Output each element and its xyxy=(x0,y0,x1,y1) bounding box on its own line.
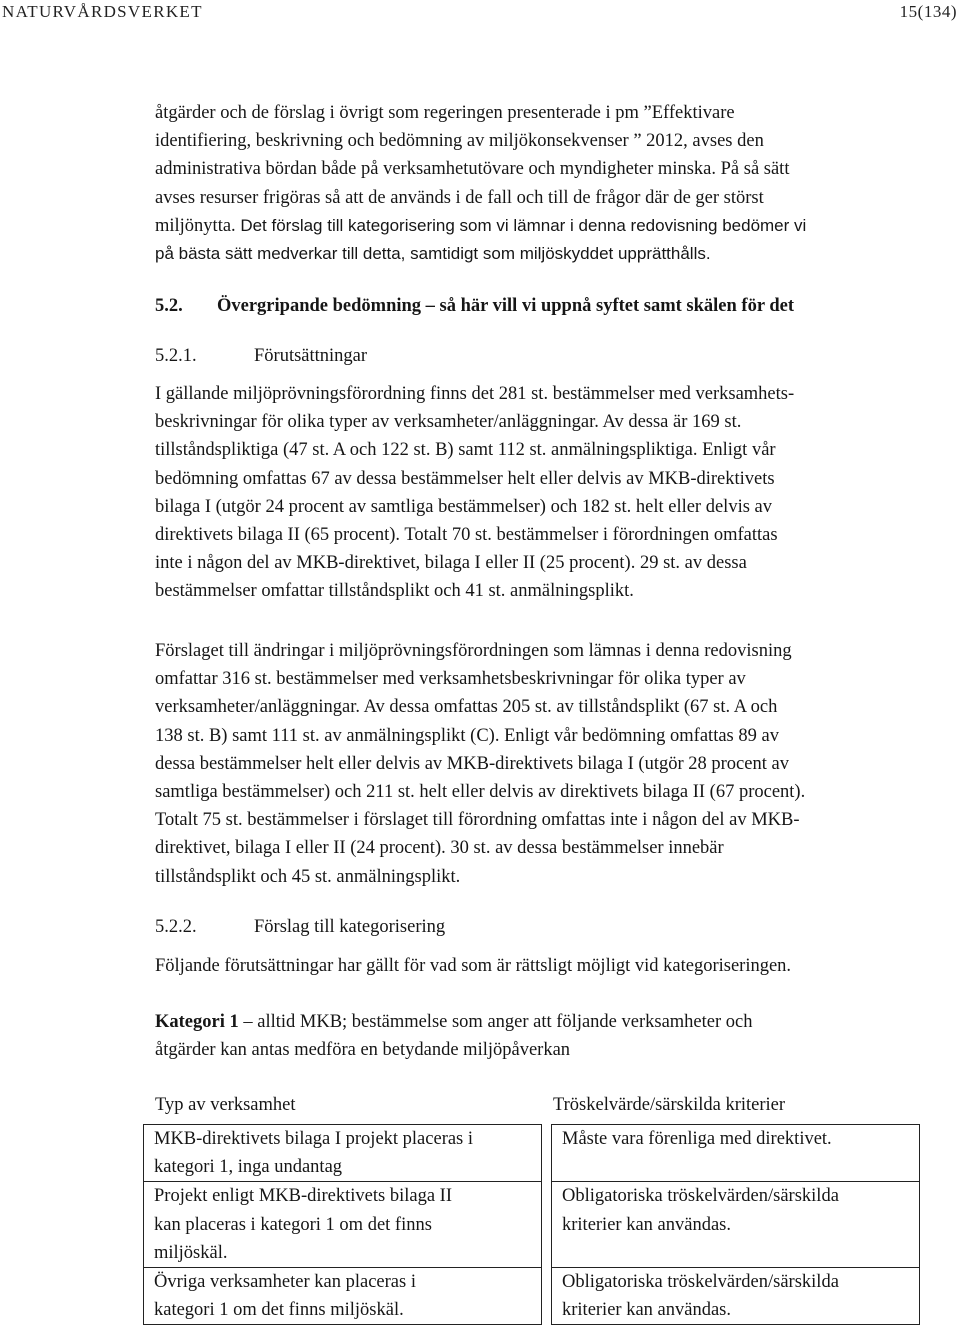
text-line: administrativa bördan både på verksamhetutövare och myndigheter minska. På så sätt xyxy=(155,159,790,180)
text-line: Förslaget till ändringar i miljöprövningsförordningen som lämnas i denna redovisning xyxy=(155,641,792,661)
text-line: verksamheter/anläggningar. Av dessa omfattas 205 st. av tillståndsplikt (67 st. A och xyxy=(155,697,778,718)
table-cell-criteria xyxy=(552,1182,920,1268)
text-line xyxy=(155,212,915,240)
cell-line: kategori 1 om det finns miljöskäl. xyxy=(154,1300,404,1321)
text-line: bedömning omfattas 67 av dessa bestämmelser helt eller delvis av MKB-direktivets xyxy=(155,468,775,489)
section-title: Förutsättningar xyxy=(254,346,368,366)
table-gap xyxy=(542,1125,552,1182)
text-line: bestämmelser omfattar tillståndsplikt och 41 st. anmälningsplikt. xyxy=(155,581,634,602)
cell-line: kriterier kan användas. xyxy=(562,1300,731,1321)
text-line xyxy=(155,1008,915,1036)
table-row xyxy=(144,1182,920,1268)
table-cell-type xyxy=(144,1268,542,1325)
text-line: bilaga I (utgör 24 procent av samtliga bestämmelser) och 182 st. helt eller delvis av xyxy=(155,496,772,517)
text-line: 138 st. B) samt 111 st. av anmälningsplikt (C). Enligt vår bedömning omfattas 89 av xyxy=(155,725,779,746)
paragraph-current-regulation xyxy=(155,380,915,606)
text-line: inte i någon del av MKB-direktivet, bilaga I eller II (25 procent). 29 st. av dessa xyxy=(155,553,747,574)
cell-line: kriterier kan användas. xyxy=(562,1214,731,1235)
text-line: Följande förutsättningar har gällt för vad som är rättsligt möjligt vid kategoriseringen. xyxy=(155,956,792,976)
section-number: 5.2.1. xyxy=(155,346,197,366)
table-header-type: Typ av verksamhet xyxy=(155,1095,296,1115)
kategori-label: Kategori 1 xyxy=(155,1012,239,1032)
section-heading-5-2-1 xyxy=(155,346,367,367)
page-number: 15(134) xyxy=(899,2,957,21)
text-line: samtliga bestämmelser) och 211 st. helt eller delvis av direktivets bilaga II (67 procent). xyxy=(155,782,806,803)
text-line: I gällande miljöprövningsförordning finns det 281 st. bestämmelser med verksamhets- xyxy=(155,384,795,404)
table-header-criteria: Tröskelvärde/särskilda kriterier xyxy=(553,1095,786,1115)
cell-line: Projekt enligt MKB-direktivets bilaga II xyxy=(154,1186,452,1207)
text-line: på bästa sätt medverkar till detta, samtidigt som miljöskyddet upprätthålls. xyxy=(155,244,711,264)
text-line: identifiering, beskrivning och bedömning av miljökonsekvenser ” 2012, avses den xyxy=(155,131,764,152)
text-line: direktivets bilaga II (65 procent). Totalt 70 st. bestämmelser i förordningen omfattas xyxy=(155,525,778,546)
section-number: 5.2.2. xyxy=(155,917,197,937)
text-line: tillståndsplikt och 45 st. anmälningsplikt. xyxy=(155,866,461,887)
table-gap xyxy=(542,1182,552,1268)
cell-line: kan placeras i kategori 1 om det finns xyxy=(154,1214,432,1235)
cell-line: kategori 1, inga undantag xyxy=(154,1157,343,1178)
intro-paragraph xyxy=(155,99,915,268)
table-row xyxy=(144,1125,920,1182)
table-cell-criteria xyxy=(552,1268,920,1325)
cell-line: Måste vara förenliga med direktivet. xyxy=(562,1129,832,1149)
text-span: miljönytta. xyxy=(155,215,236,236)
kategori-table xyxy=(143,1124,920,1325)
table-cell-criteria xyxy=(552,1125,920,1182)
table-cell-type xyxy=(144,1125,542,1182)
table-row xyxy=(144,1268,920,1325)
section-number: 5.2. xyxy=(155,296,183,316)
text-line: tillståndspliktiga (47 st. A och 122 st. B) samt 112 st. anmälningspliktiga. Enligt vår xyxy=(155,440,776,461)
cell-line: MKB-direktivets bilaga I projekt placeras i xyxy=(154,1129,474,1149)
header-organization: NATURVÅRDSVERKET xyxy=(2,2,203,21)
text-line: avses resurser frigöras så att de används i de fall och till de frågor där de ger störst xyxy=(155,187,764,208)
paragraph-prerequisites xyxy=(155,952,915,980)
text-span: – alltid MKB; bestämmelse som anger att följande verksamheter och xyxy=(238,1012,753,1032)
section-heading-5-2 xyxy=(155,296,794,317)
section-heading-5-2-2 xyxy=(155,917,445,938)
text-line: dessa bestämmelser helt eller delvis av MKB-direktivets bilaga I (utgör 28 procent av xyxy=(155,753,789,774)
section-title: Övergripande bedömning – så här vill vi uppnå syftet samt skälen för det xyxy=(217,296,794,316)
table-gap xyxy=(542,1268,552,1325)
text-line: Totalt 75 st. bestämmelser i förslaget till förordning omfattas inte i någon del av MKB- xyxy=(155,810,800,831)
text-line: direktivet, bilaga I eller II (24 procent). 30 st. av dessa bestämmelser innebär xyxy=(155,838,724,859)
text-line: åtgärder och de förslag i övrigt som regeringen presenterade i pm ”Effektivare xyxy=(155,103,735,123)
text-line: åtgärder kan antas medföra en betydande miljöpåverkan xyxy=(155,1040,571,1061)
cell-line: Övriga verksamheter kan placeras i xyxy=(154,1272,416,1293)
table-cell-type xyxy=(144,1182,542,1268)
text-span: Det förslag till kategorisering som vi lämnar i denna redovisning bedömer vi xyxy=(240,215,807,235)
text-line: omfattar 316 st. bestämmelser med verksamhetsbeskrivningar för olika typer av xyxy=(155,669,746,690)
cell-line: Obligatoriska tröskelvärden/särskilda xyxy=(562,1272,839,1293)
cell-line: Obligatoriska tröskelvärden/särskilda xyxy=(562,1186,839,1207)
section-title: Förslag till kategorisering xyxy=(254,917,446,937)
paragraph-proposal xyxy=(155,637,915,891)
cell-line: miljöskäl. xyxy=(154,1242,228,1263)
paragraph-kategori-1 xyxy=(155,1008,915,1064)
text-line: beskrivningar för olika typer av verksamheter/anläggningar. Av dessa är 169 st. xyxy=(155,412,742,433)
